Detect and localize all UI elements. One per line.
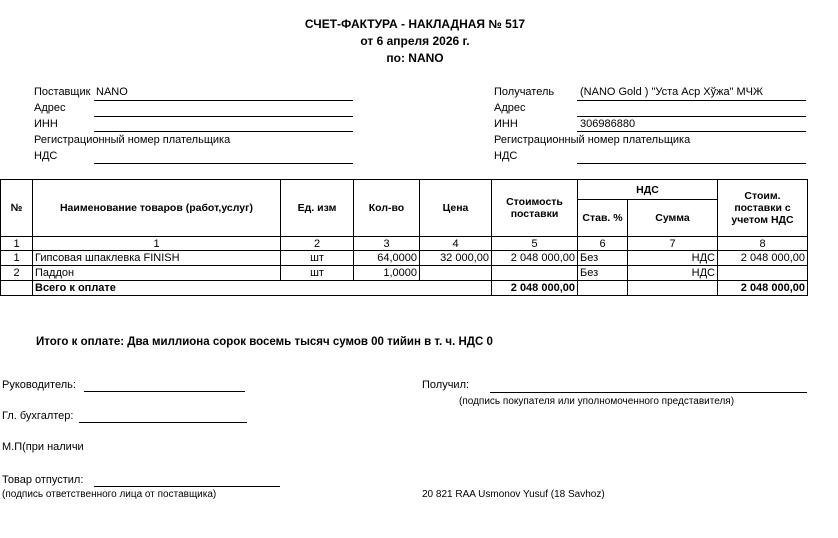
col-header-nds-sum: Сумма (628, 200, 718, 237)
document-date: от 6 апреля 2026 г. (360, 34, 470, 48)
row-nds-rate: Без (578, 251, 628, 266)
recipient-reg-label: Регистрационный номер плательщика (494, 134, 691, 146)
total-cost: 2 048 000,00 (492, 281, 578, 296)
col-number: 7 (628, 237, 718, 251)
row-cost: 2 048 000,00 (492, 251, 578, 266)
total-nds-sum-blank (628, 281, 718, 296)
column-numbers-row (1, 237, 808, 251)
director-signature-line (84, 391, 245, 392)
released-hint: (подпись ответственного лица от поставщика) (2, 489, 217, 500)
supplier-address-line (94, 116, 353, 117)
recipient-inn-label: ИНН (494, 118, 518, 130)
released-label: Товар отпустил: (2, 474, 84, 486)
col-header-price: Цена (420, 180, 492, 237)
row-cost (492, 266, 578, 281)
row-unit: шт (281, 251, 354, 266)
goods-table (0, 179, 808, 296)
row-qty: 64,0000 (354, 251, 420, 266)
amount-in-words: Итого к оплате: Два миллиона сорок восемь тысяч сумов 00 тийин в т. ч. НДС 0 (36, 336, 493, 348)
recipient-address-line (577, 116, 806, 117)
total-with-nds: 2 048 000,00 (718, 281, 808, 296)
supplier-nds-label: НДС (34, 150, 58, 162)
accountant-label: Гл. бухгалтер: (2, 410, 74, 422)
col-header-no: № (1, 180, 33, 237)
released-signature-line (94, 486, 280, 487)
recipient-inn-value: 306986880 (580, 118, 636, 130)
row-unit: шт (281, 266, 354, 281)
document-basis: по: NANO (386, 51, 444, 65)
supplier-value: NANO (96, 86, 128, 98)
row-total: 2 048 000,00 (718, 251, 808, 266)
recipient-value: (NANO Gold ) "Уста Аср Хўжа" МЧЖ (580, 86, 764, 98)
supplier-nds-line (94, 163, 353, 164)
document-title: СЧЕТ-ФАКТУРА - НАКЛАДНАЯ № 517 (304, 17, 526, 31)
total-nds-rate-blank (578, 281, 628, 296)
col-number: 1 (1, 237, 33, 251)
driver-info: 20 821 RAA Usmonov Yusuf (18 Savhoz) (422, 489, 605, 500)
table-row (1, 251, 808, 266)
recipient-address-label: Адрес (494, 102, 526, 114)
received-label: Получил: (422, 379, 470, 391)
row-nds-sum: НДС (628, 266, 718, 281)
supplier-inn-line (94, 131, 353, 132)
col-header-name: Наименование товаров (работ,услуг) (33, 180, 281, 237)
total-row-blank (1, 281, 33, 296)
total-row (1, 281, 808, 296)
recipient-label: Получатель (494, 86, 555, 98)
col-number: 3 (354, 237, 420, 251)
supplier-address-label: Адрес (34, 102, 66, 114)
accountant-signature-line (79, 422, 247, 423)
supplier-underline (94, 100, 353, 101)
table-row (1, 266, 808, 281)
recipient-nds-label: НДС (494, 150, 518, 162)
received-signature-line (490, 392, 807, 393)
row-price (420, 266, 492, 281)
col-header-nds: НДС (578, 180, 718, 200)
stamp-label: М.П(при наличи (2, 441, 84, 453)
recipient-underline (577, 100, 806, 101)
supplier-reg-label: Регистрационный номер плательщика (34, 134, 231, 146)
total-label: Всего к оплате (33, 281, 492, 296)
col-header-nds-rate: Став. % (578, 200, 628, 237)
row-nds-sum: НДС (628, 251, 718, 266)
col-number: 5 (492, 237, 578, 251)
col-header-unit: Ед. изм (281, 180, 354, 237)
row-no: 1 (1, 251, 33, 266)
row-total (718, 266, 808, 281)
row-price: 32 000,00 (420, 251, 492, 266)
col-number: 6 (578, 237, 628, 251)
row-no: 2 (1, 266, 33, 281)
col-header-cost: Стоимость поставки (492, 180, 578, 237)
table-header-row (1, 180, 808, 200)
supplier-label: Поставщик (34, 86, 91, 98)
recipient-nds-line (577, 163, 806, 164)
col-header-total: Стоим. поставки с учетом НДС (718, 180, 808, 237)
row-name: Паддон (33, 266, 281, 281)
col-number: 1 (33, 237, 281, 251)
col-number: 2 (281, 237, 354, 251)
col-number: 8 (718, 237, 808, 251)
row-name: Гипсовая шпаклевка FINISH (33, 251, 281, 266)
received-hint: (подпись покупателя или уполномоченного представителя) (459, 396, 735, 407)
col-number: 4 (420, 237, 492, 251)
row-nds-rate: Без (578, 266, 628, 281)
row-qty: 1,0000 (354, 266, 420, 281)
col-header-qty: Кол-во (354, 180, 420, 237)
director-label: Руководитель: (2, 379, 76, 391)
recipient-inn-line (577, 131, 806, 132)
supplier-inn-label: ИНН (34, 118, 58, 130)
